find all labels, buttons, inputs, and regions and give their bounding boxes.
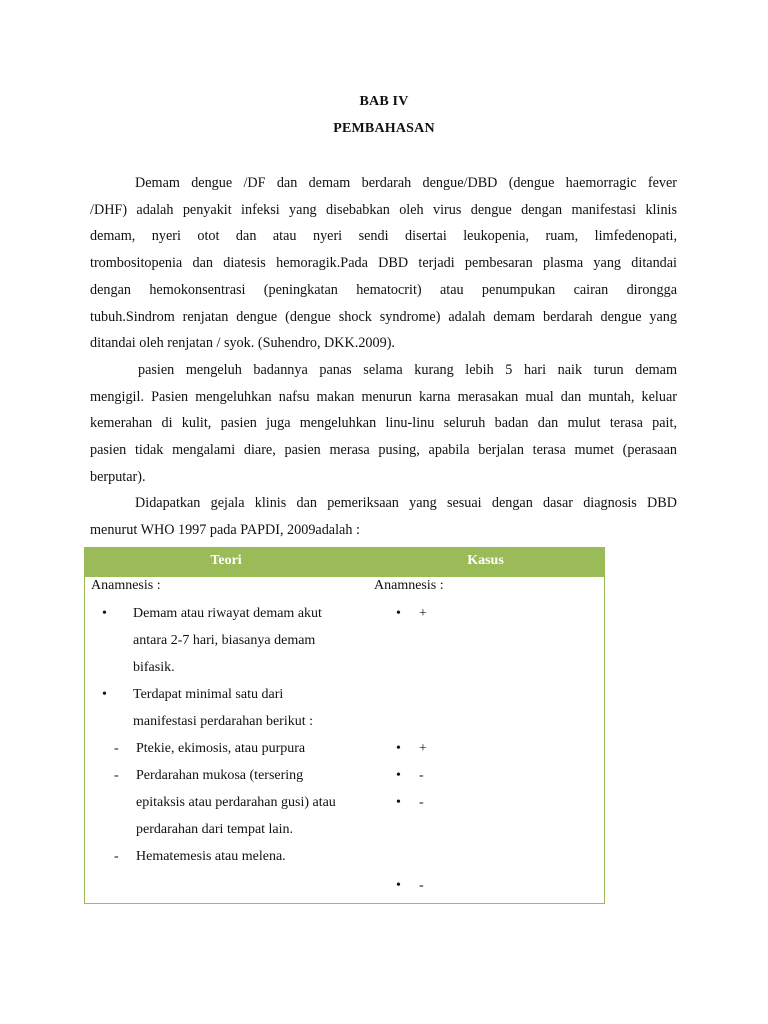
teori-dash-2-line: epitaksis atau perdarahan gusi) atau	[136, 795, 336, 810]
bullet-icon: •	[396, 606, 401, 621]
paragraph-line: ditandai oleh renjatan / syok. (Suhendro, DKK.2009).	[90, 335, 395, 352]
column-header-kasus: Kasus	[467, 553, 504, 568]
bullet-icon: •	[396, 741, 401, 756]
dash-icon: -	[114, 768, 119, 783]
bullet-icon: •	[102, 687, 107, 702]
paragraph-line: berputar).	[90, 468, 146, 485]
teori-dash-2-line: Perdarahan mukosa (tersering	[136, 768, 304, 783]
kasus-value: -	[419, 768, 424, 783]
teori-dash-2-line: perdarahan dari tempat lain.	[136, 822, 294, 837]
paragraph-1	[90, 170, 677, 357]
bullet-icon: •	[396, 768, 401, 783]
paragraph-line: menurut WHO 1997 pada PAPDI, 2009adalah :	[90, 521, 360, 538]
comparison-table	[84, 547, 605, 904]
paragraph-line: Demam dengue /DF dan demam berdarah dengue/DBD (dengue haemorragic fever	[135, 175, 677, 191]
kasus-value: -	[419, 795, 424, 810]
paragraph-line: kemerahan di kulit, pasien juga mengeluhkan linu-linu seluruh badan dan mulut terasa pait,	[90, 415, 677, 432]
teori-bullet-2-line: Terdapat minimal satu dari	[133, 687, 284, 702]
teori-dash-1: Ptekie, ekimosis, atau purpura	[136, 741, 306, 756]
teori-bullet-1-line: Demam atau riwayat demam akut	[133, 606, 322, 621]
column-header-teori: Teori	[210, 553, 242, 568]
chapter-title: PEMBAHASAN	[333, 121, 435, 136]
kasus-value: -	[419, 878, 424, 893]
dash-icon: -	[114, 849, 119, 864]
paragraph-line: tubuh.Sindrom renjatan dengue (dengue shock syndrome) adalah demam berdarah dengue yang	[90, 308, 677, 325]
kasus-anamnesis-label: Anamnesis :	[374, 578, 444, 593]
paragraph-3	[90, 490, 677, 543]
paragraph-line: trombositopenia dan diatesis hemoragik.Pada DBD terjadi pembesaran plasma yang ditandai	[90, 255, 677, 272]
paragraph-line: demam, nyeri otot dan atau nyeri sendi disertai leukopenia, ruam, limfedenopati,	[90, 228, 677, 245]
table-header	[85, 548, 604, 577]
kasus-value: +	[419, 741, 427, 756]
kasus-value: +	[419, 606, 427, 621]
teori-anamnesis-label: Anamnesis :	[91, 578, 161, 593]
bullet-icon: •	[396, 878, 401, 893]
chapter-heading: BAB IV	[359, 94, 409, 109]
paragraph-line: pasien mengeluh badannya panas selama kurang lebih 5 hari naik turun demam	[138, 362, 677, 378]
teori-bullet-2-line: manifestasi perdarahan berikut :	[133, 714, 313, 729]
teori-bullet-1-line: antara 2-7 hari, biasanya demam	[133, 633, 316, 648]
bullet-icon: •	[396, 795, 401, 810]
teori-bullet-1-line: bifasik.	[133, 660, 175, 675]
paragraph-line: /DHF) adalah penyakit infeksi yang disebabkan oleh virus dengue dengan manifestasi klinis	[90, 201, 677, 218]
paragraph-line: pasien tidak mengalami diare, pasien merasa pusing, apabila berjalan terasa mumet (perasaan	[90, 442, 677, 459]
paragraph-line: dengan hemokonsentrasi (peningkatan hematocrit) atau penumpukan cairan dirongga	[90, 281, 677, 298]
paragraph-line: mengigil. Pasien mengeluhkan nafsu makan menurun karna merasakan mual dan muntah, keluar	[90, 388, 677, 405]
teori-dash-3: Hematemesis atau melena.	[136, 849, 286, 864]
paragraph-line: Didapatkan gejala klinis dan pemeriksaan yang sesuai dengan dasar diagnosis DBD	[135, 495, 677, 511]
paragraph-2	[90, 357, 677, 491]
bullet-icon: •	[102, 606, 107, 621]
dash-icon: -	[114, 741, 119, 756]
